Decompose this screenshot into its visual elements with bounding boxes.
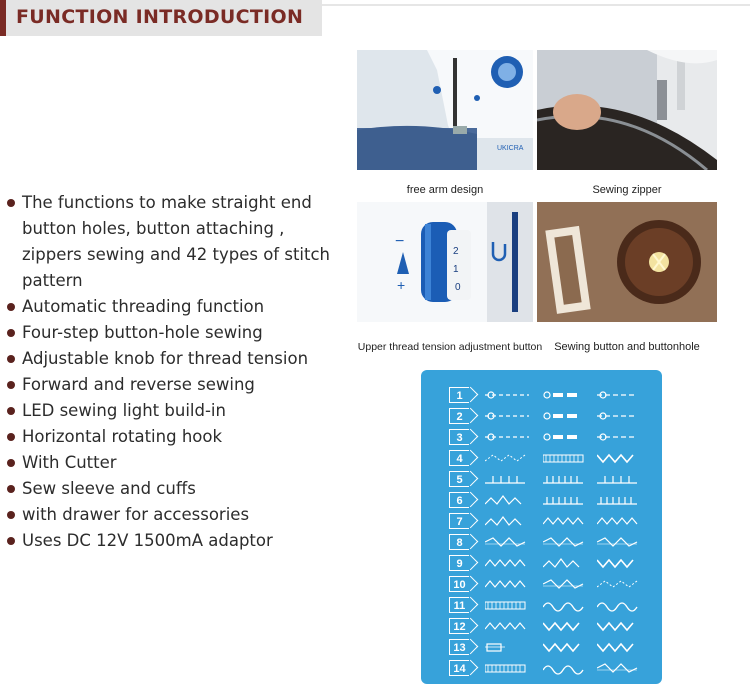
pattern-number-badge: 4 <box>449 450 469 466</box>
stitch-pattern-icon <box>485 494 529 508</box>
stitch-pattern-icon <box>543 515 587 529</box>
stitch-pattern-icon <box>543 557 587 571</box>
stitch-pattern-icon <box>597 473 641 487</box>
pattern-number-badge: 7 <box>449 513 469 529</box>
stitch-pattern-icon <box>485 536 529 550</box>
feature-item: Uses DC 12V 1500mA adaptor <box>6 528 356 554</box>
stitch-pattern-icon <box>543 662 587 676</box>
stitch-pattern-chart <box>421 370 662 684</box>
stitch-pattern-icon <box>485 662 529 676</box>
stitch-row <box>421 470 662 490</box>
bullet-icon <box>7 407 15 415</box>
bullet-icon <box>7 537 15 545</box>
feature-item: Automatic threading function <box>6 294 356 320</box>
stitch-pattern-icon <box>543 452 587 466</box>
zipper-photo <box>537 50 717 170</box>
stitch-pattern-icon <box>485 620 529 634</box>
feature-item: The functions to make straight end button holes, button attaching , zippers sewing and 42 types of stitch pattern <box>6 190 348 294</box>
stitch-pattern-icon <box>543 389 587 403</box>
stitch-pattern-icon <box>485 473 529 487</box>
pattern-number-badge: 8 <box>449 534 469 550</box>
stitch-pattern-icon <box>485 515 529 529</box>
stitch-pattern-icon <box>597 515 641 529</box>
bullet-icon <box>7 303 15 311</box>
stitch-row <box>421 512 662 532</box>
section-header <box>0 0 322 36</box>
bullet-icon <box>7 511 15 519</box>
page-title: FUNCTION INTRODUCTION <box>16 6 304 28</box>
svg-text:−: − <box>395 233 405 250</box>
stitch-row <box>421 407 662 427</box>
stitch-row <box>421 533 662 553</box>
feature-item: Horizontal rotating hook <box>6 424 356 450</box>
pattern-number-badge: 2 <box>449 408 469 424</box>
stitch-pattern-icon <box>543 620 587 634</box>
pattern-number-badge: 1 <box>449 387 469 403</box>
pattern-number-badge: 9 <box>449 555 469 571</box>
pattern-number-badge: 12 <box>449 618 469 634</box>
svg-text:1: 1 <box>453 264 459 275</box>
feature-list <box>6 190 356 554</box>
pattern-number-badge: 13 <box>449 639 469 655</box>
pattern-number-badge: 10 <box>449 576 469 592</box>
stitch-pattern-icon <box>597 536 641 550</box>
feature-item: with drawer for accessories <box>6 502 356 528</box>
stitch-pattern-icon <box>543 641 587 655</box>
pattern-number-badge: 6 <box>449 492 469 508</box>
stitch-pattern-icon <box>597 620 641 634</box>
stitch-pattern-icon <box>543 536 587 550</box>
stitch-row <box>421 554 662 574</box>
stitch-pattern-icon <box>543 578 587 592</box>
svg-text:+: + <box>397 277 406 293</box>
stitch-row <box>421 596 662 616</box>
pattern-number-badge: 3 <box>449 429 469 445</box>
stitch-row <box>421 659 662 679</box>
header-accent-bar <box>0 0 6 36</box>
pattern-number-badge: 11 <box>449 597 469 613</box>
stitch-pattern-icon <box>485 452 529 466</box>
feature-item: With Cutter <box>6 450 356 476</box>
stitch-pattern-icon <box>597 431 641 445</box>
stitch-pattern-icon <box>597 662 641 676</box>
bullet-icon <box>7 329 15 337</box>
feature-item: Forward and reverse sewing <box>6 372 356 398</box>
stitch-pattern-icon <box>597 578 641 592</box>
stitch-pattern-icon <box>597 452 641 466</box>
stitch-pattern-icon <box>485 410 529 424</box>
stitch-pattern-icon <box>597 641 641 655</box>
feature-item: LED sewing light build-in <box>6 398 356 424</box>
bullet-icon <box>7 381 15 389</box>
stitch-row <box>421 575 662 595</box>
svg-text:2: 2 <box>453 246 459 257</box>
stitch-pattern-icon <box>543 473 587 487</box>
svg-text:UKICRA: UKICRA <box>497 145 524 152</box>
caption-buttonhole: Sewing button and buttonhole <box>554 341 700 353</box>
stitch-row <box>421 428 662 448</box>
stitch-pattern-icon <box>543 494 587 508</box>
stitch-pattern-icon <box>543 410 587 424</box>
bullet-icon <box>7 199 15 207</box>
buttonhole-photo <box>537 202 717 322</box>
feature-item: Sew sleeve and cuffs <box>6 476 356 502</box>
pattern-number-badge: 14 <box>449 660 469 676</box>
stitch-pattern-icon <box>597 599 641 613</box>
caption-zipper: Sewing zipper <box>592 184 662 196</box>
bullet-icon <box>7 355 15 363</box>
stitch-pattern-icon <box>485 641 529 655</box>
free-arm-photo <box>357 50 533 170</box>
stitch-row <box>421 449 662 469</box>
stitch-pattern-icon <box>543 599 587 613</box>
feature-item: Four-step button-hole sewing <box>6 320 356 346</box>
feature-item: Adjustable knob for thread tension <box>6 346 356 372</box>
stitch-pattern-icon <box>597 389 641 403</box>
bullet-icon <box>7 433 15 441</box>
stitch-pattern-icon <box>597 494 641 508</box>
bullet-icon <box>7 485 15 493</box>
stitch-row <box>421 386 662 406</box>
bullet-icon <box>7 459 15 467</box>
stitch-pattern-icon <box>597 557 641 571</box>
top-divider-line <box>322 4 750 6</box>
stitch-pattern-icon <box>543 431 587 445</box>
stitch-pattern-icon <box>485 599 529 613</box>
tension-knob-photo <box>357 202 533 322</box>
svg-text:0: 0 <box>455 282 461 293</box>
stitch-row <box>421 491 662 511</box>
stitch-row <box>421 638 662 658</box>
stitch-pattern-icon <box>485 389 529 403</box>
stitch-pattern-icon <box>597 410 641 424</box>
stitch-pattern-icon <box>485 557 529 571</box>
stitch-pattern-icon <box>485 578 529 592</box>
caption-tension: Upper thread tension adjustment button <box>357 341 543 353</box>
stitch-row <box>421 617 662 637</box>
pattern-number-badge: 5 <box>449 471 469 487</box>
caption-free-arm: free arm design <box>406 184 484 196</box>
stitch-pattern-icon <box>485 431 529 445</box>
